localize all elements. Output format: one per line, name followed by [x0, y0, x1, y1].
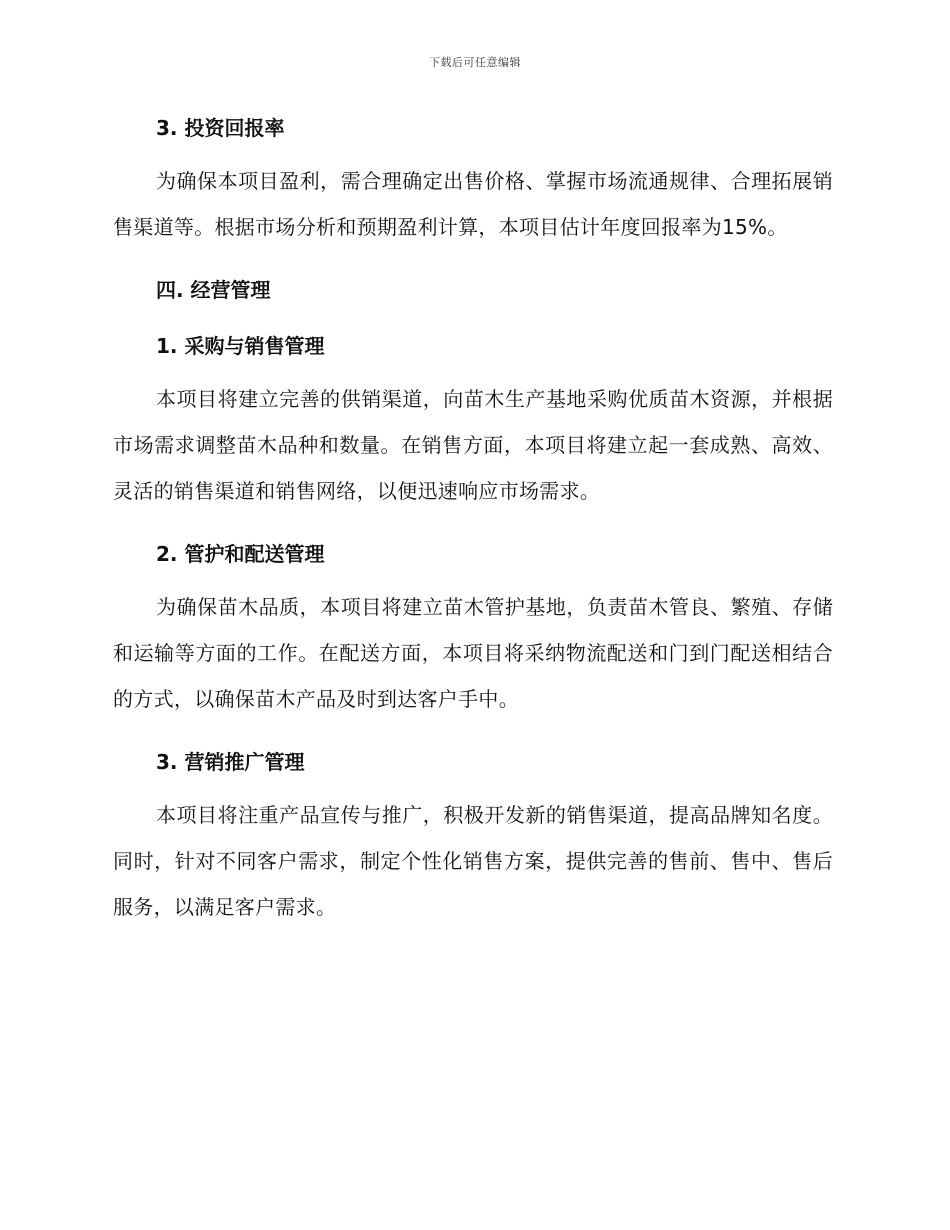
paragraph-care-delivery: 为确保苗木品质，本项目将建立苗木管护基地，负责苗木管良、繁殖、存储和运输等方面的工作。在配送方面，本项目将采纳物流配送和门到门配送相结合的方式，以确保苗木产品及时到达客户手中。 — [113, 595, 833, 711]
paragraph-purchase-sales: 本项目将建立完善的供销渠道，向苗木生产基地采购优质苗木资源，并根据市场需求调整苗木品种和数量。在销售方面，本项目将建立起一套成熟、高效、灵活的销售渠道和销售网络，以便迅速响应市场需求。 — [113, 387, 833, 503]
section-heading-investment-return: 3. 投资回报率 — [156, 116, 285, 140]
page-header: 下载后可任意编辑 — [429, 56, 521, 69]
chapter-heading-operations-management: 四. 经营管理 — [156, 278, 271, 302]
section-heading-care-delivery: 2. 管护和配送管理 — [156, 542, 325, 566]
paragraph-investment-return: 为确保本项目盈利，需合理确定出售价格、掌握市场流通规律、合理拓展销售渠道等。根据市场分析和预期盈利计算，本项目估计年度回报率为15%。 — [113, 169, 833, 239]
paragraph-marketing: 本项目将注重产品宣传与推广，积极开发新的销售渠道，提高品牌知名度。同时，针对不同客户需求，制定个性化销售方案，提供完善的售前、售中、售后服务，以满足客户需求。 — [113, 803, 833, 919]
section-heading-marketing: 3. 营销推广管理 — [156, 750, 305, 774]
section-heading-purchase-sales: 1. 采购与销售管理 — [156, 334, 325, 358]
document-body — [113, 112, 833, 930]
